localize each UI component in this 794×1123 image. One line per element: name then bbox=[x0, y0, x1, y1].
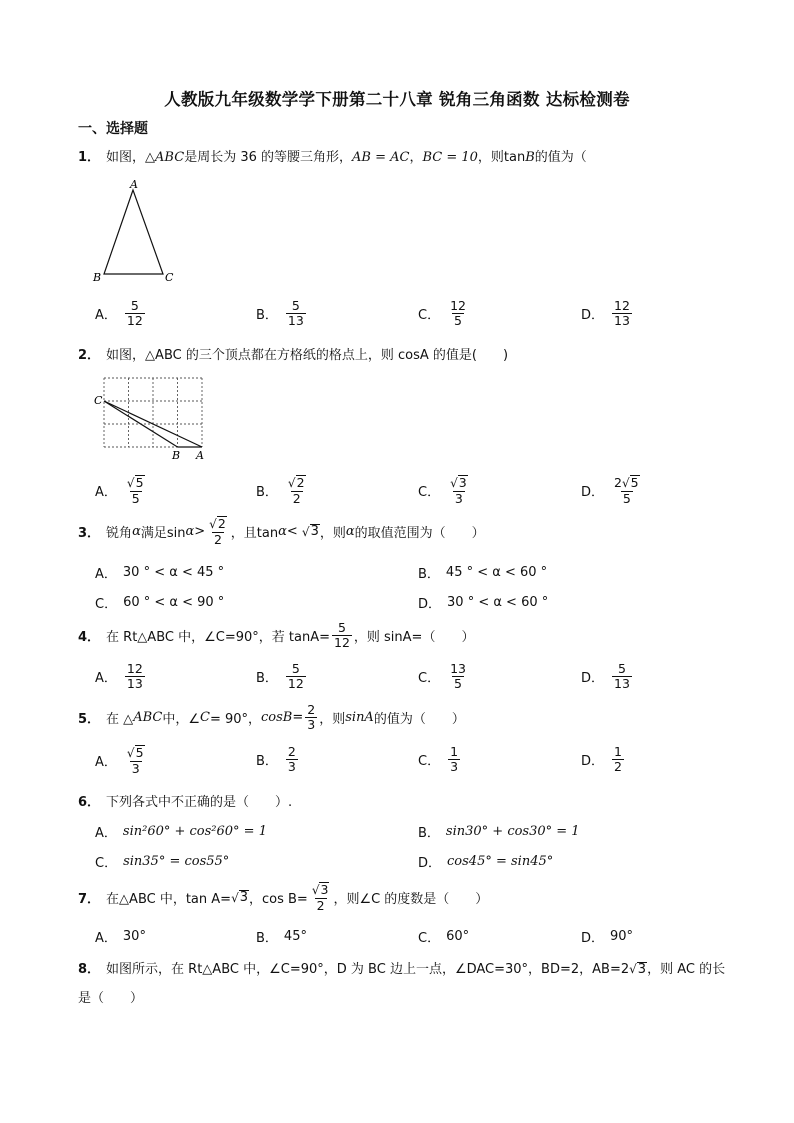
question-number: 1． bbox=[78, 150, 101, 165]
q4-option-b[interactable]: B． $\frac{5}{12}$ bbox=[256, 661, 304, 692]
q2-option-a[interactable]: A． $\frac{√5}{5}$ bbox=[95, 475, 144, 506]
question-2: 2． 如图，△ABC 的三个顶点都在方格纸的格点上，则 cosA 的值是( ) bbox=[78, 348, 509, 363]
q5-option-d[interactable]: D． $\frac{1}{2}$ bbox=[581, 744, 622, 775]
question-1: 1． 如图，△ABC是周长为 36 的等腰三角形，AB = AC，BC = 10，则tanB的值为（ bbox=[78, 150, 587, 165]
q5-option-a[interactable]: A． $\frac{√5}{3}$ bbox=[95, 745, 144, 776]
triangle-abc-outline bbox=[104, 190, 163, 274]
question-8: 8． 如图所示，在 Rt△ABC 中，∠C=90°，D 为 BC 边上一点，∠DAC=30°，BD=2，AB=2√3，则 AC 的长 bbox=[78, 962, 726, 977]
question-8-continuation: 是（ ） bbox=[78, 991, 144, 1006]
q4-option-d[interactable]: D． $\frac{5}{13}$ bbox=[581, 661, 630, 692]
question-5: 5． 在 △ ABC 中，∠ C = 90°， cosB = $\frac{2}{3}$ ，则 sinA 的值为（ ） bbox=[78, 702, 465, 733]
q7-option-d[interactable]: D． 90° bbox=[581, 929, 634, 946]
q1-option-b[interactable]: B． $\frac{5}{13}$ bbox=[256, 298, 304, 329]
q4-option-a[interactable]: A． $\frac{12}{13}$ bbox=[95, 661, 143, 692]
question-3: 3． 锐角 α 满足sin α > $\frac{√2}{2}$ ，且tan α < √ 3 ，则 α 的取值范围为（ ） bbox=[78, 516, 485, 547]
q6-option-c[interactable]: C． sin35° = cos55° bbox=[95, 854, 230, 871]
vertex-label-b: B bbox=[93, 271, 102, 284]
q4-option-c[interactable]: C． $\frac{13}{5}$ bbox=[418, 661, 466, 692]
page-title: 人教版九年级数学学下册第二十八章 锐角三角函数 达标检测卷 bbox=[164, 90, 630, 109]
q3-option-d[interactable]: D． 30 ° < α < 60 ° bbox=[418, 595, 549, 612]
q5-option-c[interactable]: C． $\frac{1}{3}$ bbox=[418, 744, 459, 775]
q7-option-b[interactable]: B． 45° bbox=[256, 929, 307, 946]
question-4: 4． 在 Rt△ABC 中，∠C=90°，若 tanA= $\frac{5}{12}$ ，则 sinA=（ ） bbox=[78, 620, 475, 651]
q2-option-b[interactable]: B． $\frac{√2}{2}$ bbox=[256, 475, 305, 506]
triangle-figure bbox=[90, 178, 190, 286]
q6-option-b[interactable]: B． sin30° + cos30° = 1 bbox=[418, 824, 580, 841]
q6-option-d[interactable]: D． cos45° = sin45° bbox=[418, 854, 554, 871]
grid-figure bbox=[92, 373, 212, 461]
q2-option-d[interactable]: D． $\frac{2√5}{5}$ bbox=[581, 475, 639, 506]
q7-option-c[interactable]: C． 60° bbox=[418, 929, 470, 946]
q3-option-a[interactable]: A． 30 ° < α < 45 ° bbox=[95, 565, 225, 582]
vertex-label-c: C bbox=[165, 271, 174, 284]
q3-option-b[interactable]: B． 45 ° < α < 60 ° bbox=[418, 565, 548, 582]
section-heading: 一、选择题 bbox=[78, 121, 148, 137]
q1-option-a[interactable]: A． $\frac{5}{12}$ bbox=[95, 298, 143, 329]
q5-option-b[interactable]: B． $\frac{2}{3}$ bbox=[256, 744, 296, 775]
question-6: 6． 下列各式中不正确的是（ ）. bbox=[78, 795, 293, 810]
q2-option-c[interactable]: C． $\frac{√3}{3}$ bbox=[418, 475, 467, 506]
vertex-label-a: A bbox=[130, 178, 138, 191]
vertex-label-c: C bbox=[94, 394, 103, 407]
q1-option-c[interactable]: C． $\frac{12}{5}$ bbox=[418, 298, 466, 329]
vertex-label-a: A bbox=[196, 449, 204, 461]
q7-option-a[interactable]: A． 30° bbox=[95, 929, 146, 946]
q6-option-a[interactable]: A． sin²60° + cos²60° = 1 bbox=[95, 824, 267, 841]
grid-lines bbox=[104, 378, 202, 447]
q1-option-d[interactable]: D． $\frac{12}{13}$ bbox=[581, 298, 630, 329]
q3-option-c[interactable]: C． 60 ° < α < 90 ° bbox=[95, 595, 225, 612]
vertex-label-b: B bbox=[172, 449, 181, 461]
question-7: 7． 在△ABC 中，tan A= √ 3 ，cos B= $\frac{√3}{2}$ ，则∠C 的度数是（ ） bbox=[78, 882, 489, 913]
